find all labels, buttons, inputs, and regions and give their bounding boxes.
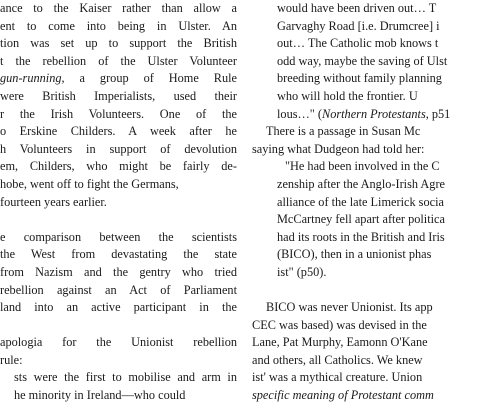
left-text-line: from Nazism and the gentry who tried	[0, 264, 237, 279]
left-text-line: were British Imperialists, used their	[0, 88, 237, 103]
text-segment: , p51	[425, 106, 451, 121]
left-text-line: apologia for the Unionist rebellion	[0, 335, 237, 350]
left-text-line: rebellion against an Act of Parliament	[0, 282, 237, 297]
left-text-line: hobe, went off to fight the Germans,	[0, 176, 179, 191]
paragraph-gap	[0, 211, 237, 229]
right-text-line: BICO was never Unionist. Its app	[266, 300, 433, 315]
italic-text-segment: Northern Protestants	[322, 106, 426, 121]
right-text-line: CEC was based) was devised in the	[252, 317, 427, 332]
left-text-line: the West from devastating the state	[0, 247, 237, 262]
left-text-line: r the Irish Volunteers. One of the	[0, 106, 237, 121]
right-text-line: out… The Catholic mob knows t	[277, 36, 439, 51]
paragraph-gap	[252, 282, 495, 300]
right-text-line: alliance of the late Limerick socia	[277, 194, 444, 209]
right-text-line: and others, all Catholics. We knew	[252, 352, 423, 367]
right-text-line: McCartney fell apart after politica	[277, 212, 445, 227]
right-text-line: "He had been involved in the C	[285, 159, 440, 174]
right-text-line: saying what Dudgeon had told her:	[252, 141, 425, 156]
left-text-line: he minority in Ireland—who could	[14, 388, 186, 403]
right-text-line: (BICO), then in a unionist phas	[277, 247, 432, 262]
left-text-line: ent to come into being in Ulster. An	[0, 18, 237, 33]
left-text-line: t the rebellion of the Ulster Volunteer	[0, 53, 237, 68]
right-text-line: There is a passage in Susan Mc	[266, 124, 421, 139]
paragraph-gap	[0, 317, 237, 335]
text-segment: lous…" (	[277, 106, 322, 121]
left-text-line: rule:	[0, 352, 23, 367]
left-text-line: tion was set up to support the British	[0, 36, 237, 51]
right-text-line: odd way, maybe the saving of Ulst	[277, 53, 448, 68]
right-text-line: would have been driven out… T	[277, 1, 437, 15]
right-text-line: who will hold the frontier. U	[277, 88, 418, 103]
right-text-line: Garvaghy Road [i.e. Drumcree] i	[277, 18, 440, 33]
right-text-line: ist' was a mythical creature. Union	[252, 370, 423, 385]
left-text-line: land into an active participant in the	[0, 300, 237, 315]
left-text-line: h Volunteers in support of devolution	[0, 141, 237, 156]
left-text-line: sts were the first to mobilise and arm in	[14, 370, 237, 385]
right-text-line	[252, 106, 495, 124]
italic-text-segment: gun-running	[0, 71, 62, 86]
left-text-line: ance to the Kaiser rather than allow a	[0, 1, 237, 15]
left-text-line: em, Childers, who might be fairly de-	[0, 159, 237, 174]
italic-text-segment: specific meaning of Protestant comm	[252, 388, 434, 403]
right-text-line: breeding without family planning	[277, 71, 442, 86]
right-text-line: ist" (p50).	[277, 264, 327, 279]
left-text-column	[0, 0, 237, 405]
right-text-line: zenship after the Anglo-Irish Agre	[277, 176, 446, 191]
right-text-line	[252, 387, 495, 405]
left-text-line: fourteen years earlier.	[0, 194, 107, 209]
left-text-line: e comparison between the scientists	[0, 229, 237, 244]
text-segment: , a group of Home Rule	[61, 71, 237, 86]
right-text-column	[252, 0, 495, 405]
left-text-line: o Erskine Childers. A week after he	[0, 124, 237, 139]
right-text-line: had its roots in the British and Iris	[277, 229, 445, 244]
left-text-line	[0, 70, 237, 88]
right-text-line: Lane, Pat Murphy, Eamonn O'Kane	[252, 335, 428, 350]
